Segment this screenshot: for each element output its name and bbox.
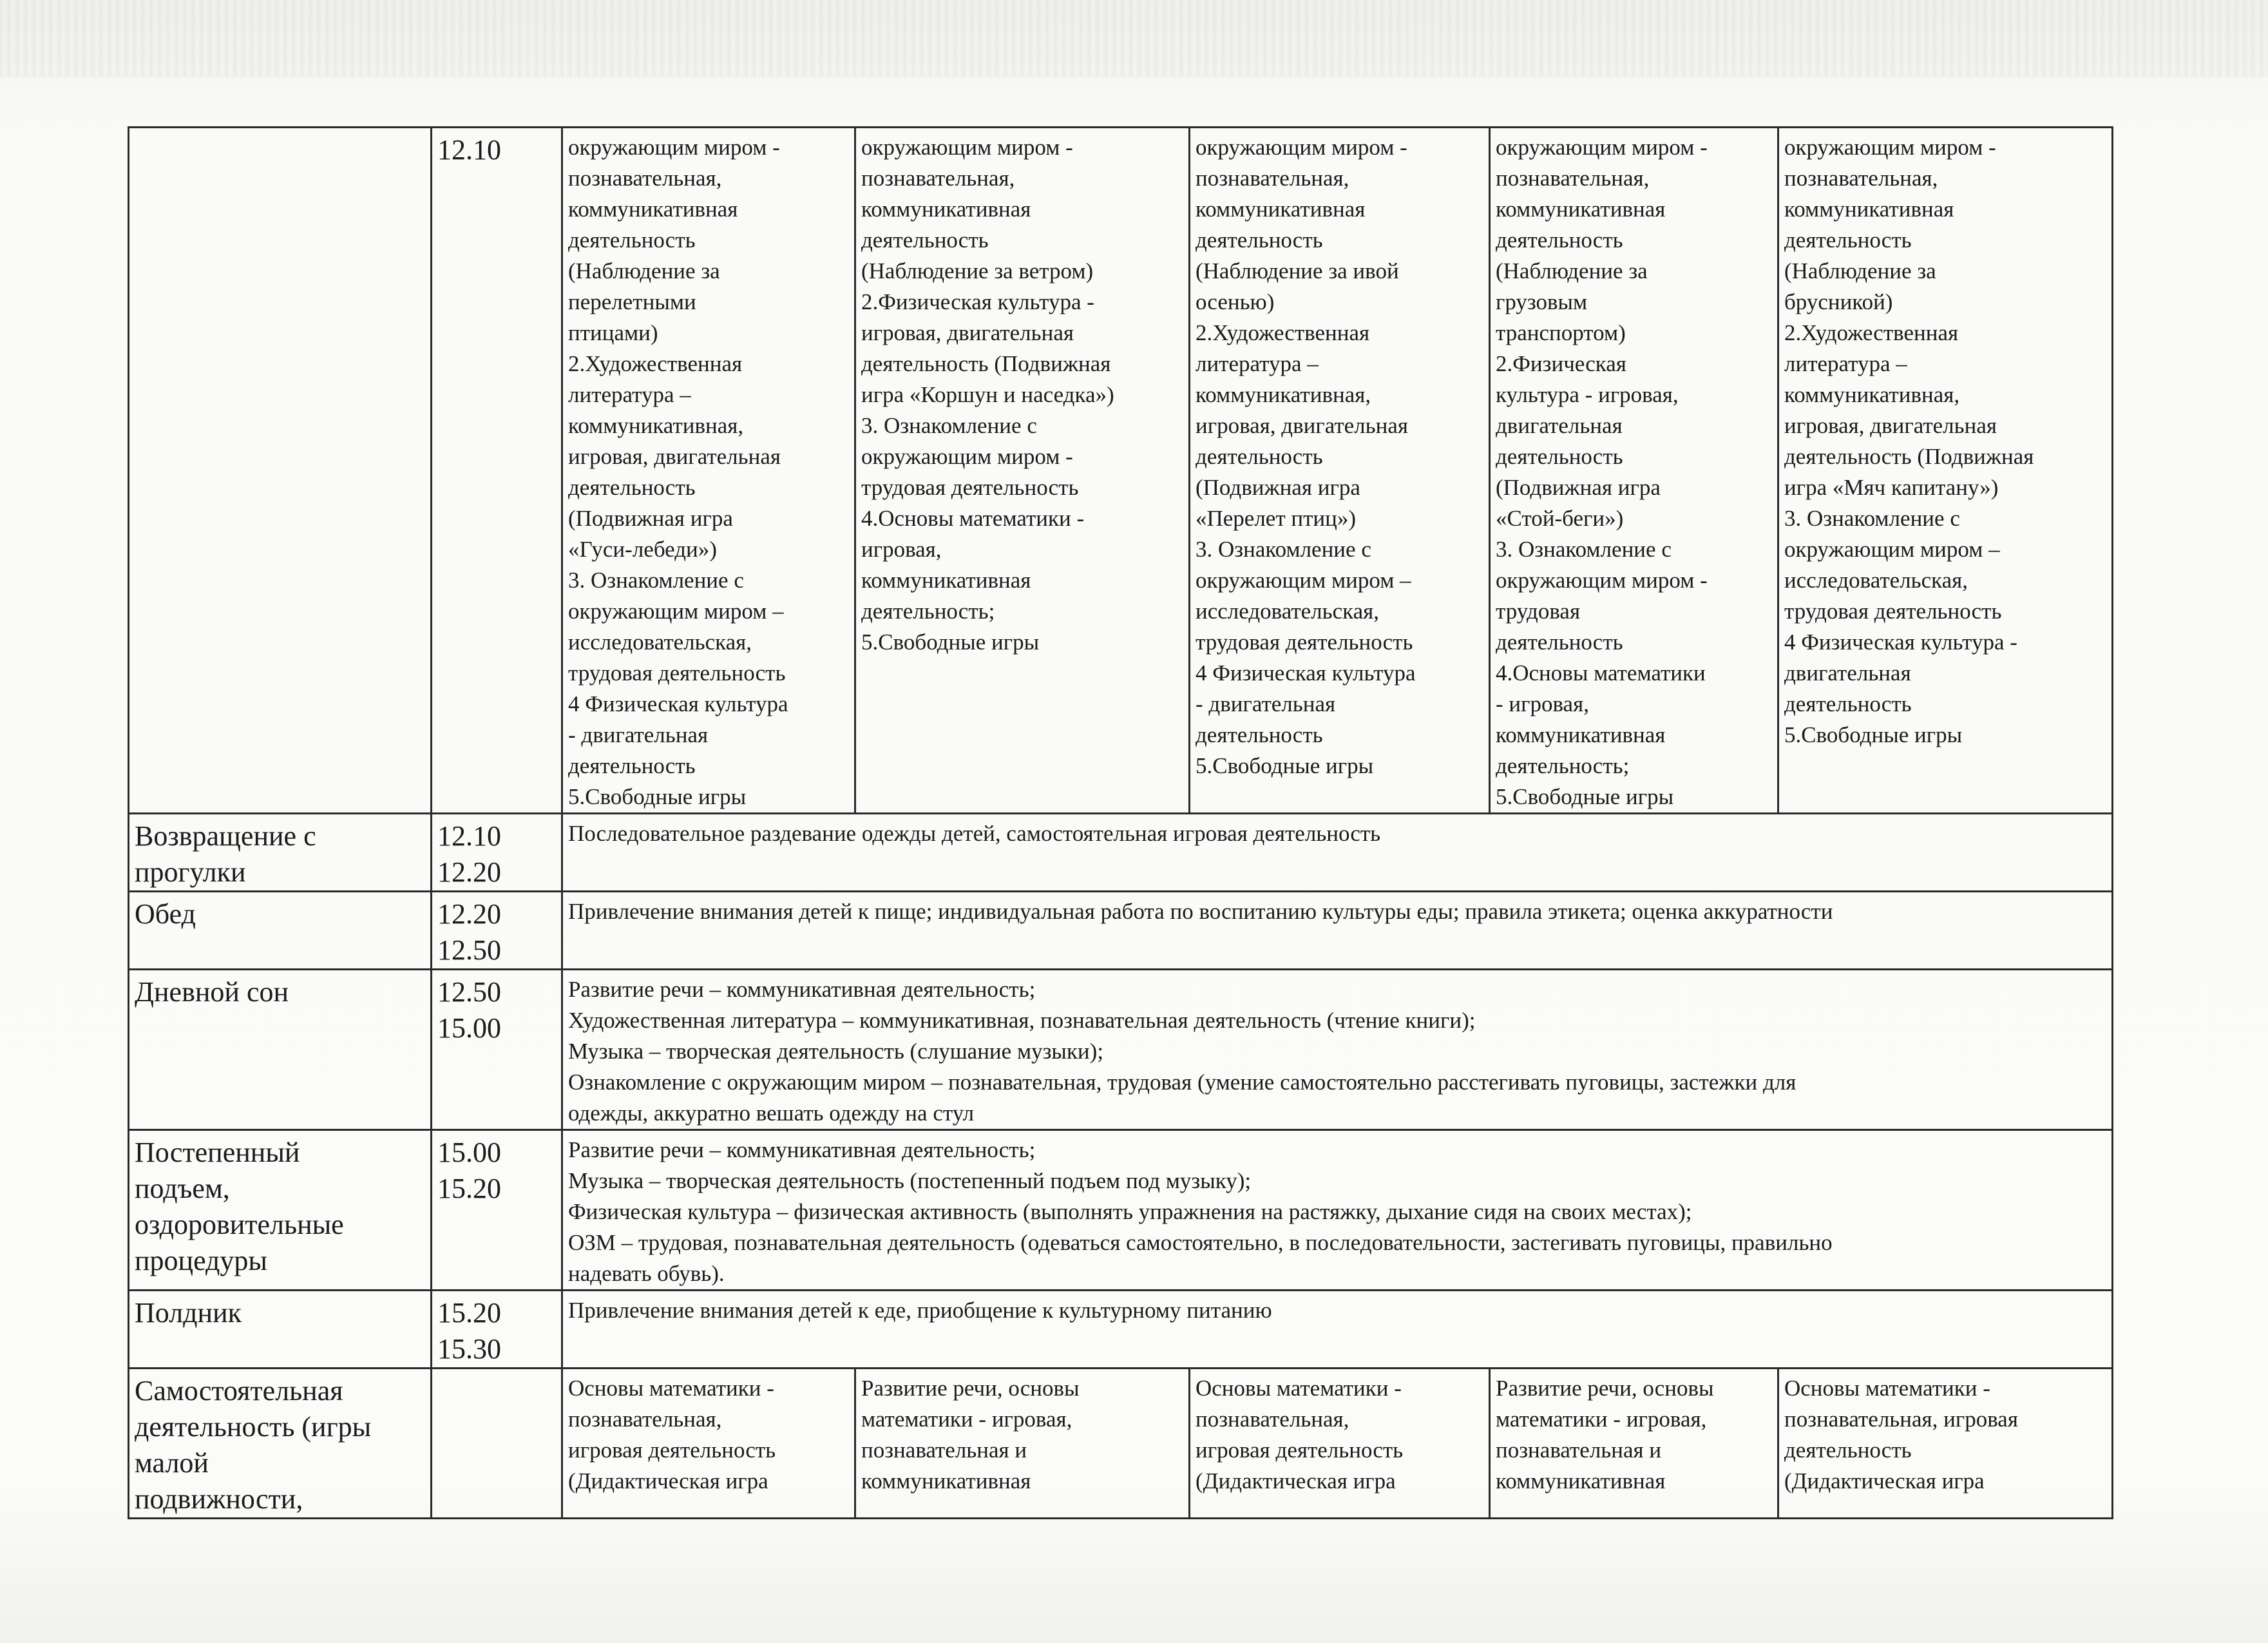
cell-empty-label [129, 128, 432, 814]
scan-top-edge [0, 0, 2268, 77]
cell-label: Обед [129, 892, 432, 970]
cell-time: 12.50 15.00 [432, 970, 562, 1130]
table-row-walk-activities [129, 128, 2113, 814]
table-row-wake-up [129, 1130, 2113, 1291]
cell-day-5: окружающим миром - познавательная, коммуникативная деятельность (Наблюдение за брусникой) 2.Художественная литература – коммуникативная, игровая, двигательная деятельность (Подвижная игра «Мяч капитану») 3. Ознакомление с окружающим миром – исследовательская, трудовая деятельность 4 Физическая культура - двигательная деятельность 5.Свободные игры [1778, 128, 2113, 814]
cell-label: Полдник [129, 1291, 432, 1369]
cell-time: 15.00 15.20 [432, 1130, 562, 1291]
cell-day-2: Развитие речи, основы математики - игровая, познавательная и коммуникативная [855, 1369, 1190, 1519]
cell-description: Привлечение внимания детей к еде, приобщение к культурному питанию [562, 1291, 2113, 1369]
cell-description: Развитие речи – коммуникативная деятельность; Художественная литература – коммуникативная, познавательная деятельность (чтение книги); Музыка – творческая деятельность (слушание музыки); Ознакомление с окружающим миром – познавательная, трудовая (умение самостоятельно расстегивать пуговицы, застежки для одежды, аккуратно вешать одежду на стул [562, 970, 2113, 1130]
cell-day-2: окружающим миром - познавательная, коммуникативная деятельность (Наблюдение за ветром) 2.Физическая культура - игровая, двигательная деятельность (Подвижная игра «Коршун и наседка») 3. Ознакомление с окружающим миром - трудовая деятельность 4.Основы математики - игровая, коммуникативная деятельность; 5.Свободные игры [855, 128, 1190, 814]
table-row-snack [129, 1291, 2113, 1369]
cell-day-3: Основы математики - познавательная, игровая деятельность (Дидактическая игра [1190, 1369, 1490, 1519]
cell-day-1: окружающим миром - познавательная, коммуникативная деятельность (Наблюдение за перелетными птицами) 2.Художественная литература – коммуникативная, игровая, двигательная деятельность (Подвижная игра «Гуси-лебеди») 3. Ознакомление с окружающим миром – исследовательская, трудовая деятельность 4 Физическая культура - двигательная деятельность 5.Свободные игры [562, 128, 855, 814]
cell-day-1: Основы математики - познавательная, игровая деятельность (Дидактическая игра [562, 1369, 855, 1519]
cell-label: Постепенный подъем, оздоровительные процедуры [129, 1130, 432, 1291]
cell-time [432, 1369, 562, 1519]
cell-description: Развитие речи – коммуникативная деятельность; Музыка – творческая деятельность (постепенный подъем под музыку); Физическая культура – физическая активность (выполнять упражнения на растяжку, дыхание сидя на своих местах); ОЗМ – трудовая, познавательная деятельность (одеваться самостоятельно, в последовательности, застегивать пуговицы, правильно надевать обувь). [562, 1130, 2113, 1291]
cell-description: Привлечение внимания детей к пище; индивидуальная работа по воспитанию культуры еды; правила этикета; оценка аккуратности [562, 892, 2113, 970]
cell-day-3: окружающим миром - познавательная, коммуникативная деятельность (Наблюдение за ивой осенью) 2.Художественная литература – коммуникативная, игровая, двигательная деятельность (Подвижная игра «Перелет птиц») 3. Ознакомление с окружающим миром – исследовательская, трудовая деятельность 4 Физическая культура - двигательная деятельность 5.Свободные игры [1190, 128, 1490, 814]
table-row-lunch [129, 892, 2113, 970]
cell-description: Последовательное раздевание одежды детей, самостоятельная игровая деятельность [562, 814, 2113, 892]
cell-time: 12.10 [432, 128, 562, 814]
daily-schedule-table [128, 126, 2113, 1519]
cell-time: 12.20 12.50 [432, 892, 562, 970]
cell-time: 12.10 12.20 [432, 814, 562, 892]
cell-label: Возвращение с прогулки [129, 814, 432, 892]
cell-day-5: Основы математики - познавательная, игровая деятельность (Дидактическая игра [1778, 1369, 2113, 1519]
cell-day-4: окружающим миром - познавательная, коммуникативная деятельность (Наблюдение за грузовым транспортом) 2.Физическая культура - игровая, двигательная деятельность (Подвижная игра «Стой-беги») 3. Ознакомление с окружающим миром - трудовая деятельность 4.Основы математики - игровая, коммуникативная деятельность; 5.Свободные игры [1490, 128, 1778, 814]
table-row-nap [129, 970, 2113, 1130]
cell-time: 15.20 15.30 [432, 1291, 562, 1369]
table-row-independent-activity [129, 1369, 2113, 1519]
cell-day-4: Развитие речи, основы математики - игровая, познавательная и коммуникативная [1490, 1369, 1778, 1519]
cell-label: Дневной сон [129, 970, 432, 1130]
cell-label: Самостоятельная деятельность (игры малой подвижности, [129, 1369, 432, 1519]
table-row-return [129, 814, 2113, 892]
